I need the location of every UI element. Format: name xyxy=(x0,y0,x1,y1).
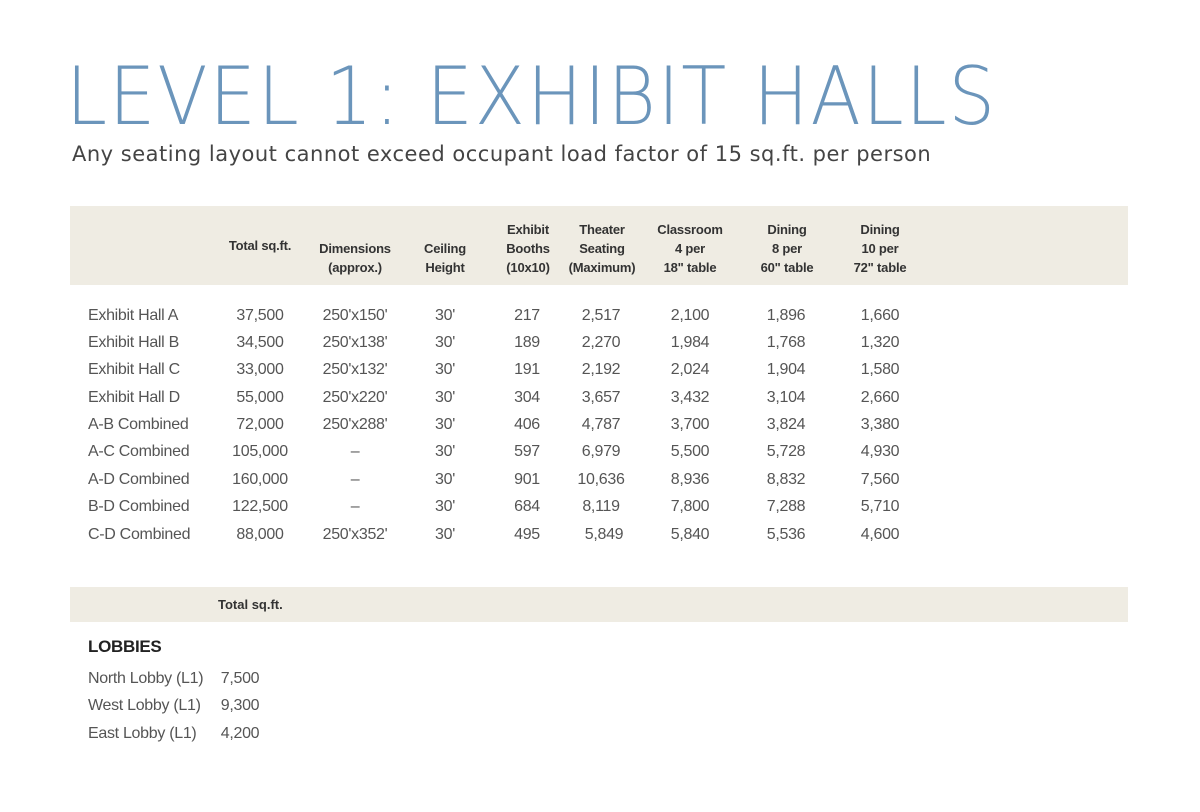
cell-dining-8: 3,824 xyxy=(766,416,806,433)
table-row xyxy=(0,302,1200,329)
cell-total-sqft: 122,500 xyxy=(232,498,288,515)
cell-dimensions: – xyxy=(350,498,360,515)
cell-dimensions: 250'x352' xyxy=(322,526,388,543)
col-header-total-sqft: Total sq.ft. xyxy=(218,597,283,612)
cell-ceiling-height: 30' xyxy=(435,471,455,488)
table-row xyxy=(0,466,1200,493)
cell-classroom: 8,936 xyxy=(670,471,710,488)
row-label: A-D Combined xyxy=(88,471,190,488)
row-label: West Lobby (L1) xyxy=(88,697,201,714)
cell-total-sqft: 9,300 xyxy=(220,697,260,714)
page-subtitle: Any seating layout cannot exceed occupant load factor of 15 sq.ft. per person xyxy=(72,142,932,166)
cell-exhibit-booths: 304 xyxy=(514,389,540,406)
cell-dining-8: 5,728 xyxy=(766,443,806,460)
row-label: North Lobby (L1) xyxy=(88,670,204,687)
section-title-lobbies: LOBBIES xyxy=(88,637,162,656)
table-row xyxy=(0,356,1200,383)
table-row xyxy=(0,411,1200,438)
cell-dining-10: 3,380 xyxy=(860,416,900,433)
row-label: Exhibit Hall B xyxy=(88,334,179,351)
cell-classroom: 2,100 xyxy=(670,307,710,324)
cell-theater-seating: 2,270 xyxy=(581,334,621,351)
row-label: Exhibit Hall C xyxy=(88,361,180,378)
cell-classroom: 5,500 xyxy=(670,443,710,460)
cell-classroom: 5,840 xyxy=(670,526,710,543)
cell-total-sqft: 7,500 xyxy=(220,670,260,687)
cell-classroom: 3,700 xyxy=(670,416,710,433)
table-row xyxy=(0,692,1200,719)
col-header-dimensions: Dimensions (approx.) xyxy=(319,241,391,275)
cell-dining-8: 8,832 xyxy=(766,471,806,488)
cell-exhibit-booths: 597 xyxy=(514,443,540,460)
row-label: A-B Combined xyxy=(88,416,189,433)
cell-ceiling-height: 30' xyxy=(435,443,455,460)
cell-ceiling-height: 30' xyxy=(435,307,455,324)
cell-theater-seating: 2,192 xyxy=(581,361,621,378)
cell-ceiling-height: 30' xyxy=(435,416,455,433)
col-header-exhibit-booths: Exhibit Booths (10x10) xyxy=(506,222,550,275)
cell-theater-seating: 10,636 xyxy=(577,471,625,488)
cell-ceiling-height: 30' xyxy=(435,361,455,378)
cell-dimensions: 250'x150' xyxy=(322,307,388,324)
row-label: B-D Combined xyxy=(88,498,190,515)
cell-dining-10: 4,600 xyxy=(860,526,900,543)
cell-dimensions: – xyxy=(350,471,360,488)
cell-exhibit-booths: 684 xyxy=(514,498,540,515)
table-row xyxy=(0,438,1200,465)
cell-dimensions: 250'x132' xyxy=(322,361,388,378)
cell-ceiling-height: 30' xyxy=(435,526,455,543)
cell-total-sqft: 72,000 xyxy=(236,416,284,433)
page-title: LEVEL 1: EXHIBIT HALLS xyxy=(66,50,997,143)
cell-dining-10: 5,710 xyxy=(860,498,900,515)
cell-dining-8: 1,904 xyxy=(766,361,806,378)
cell-theater-seating: 8,119 xyxy=(582,498,620,515)
col-header-total-sqft: Total sq.ft. xyxy=(228,238,292,253)
row-label: A-C Combined xyxy=(88,443,190,460)
cell-dining-10: 4,930 xyxy=(860,443,900,460)
cell-total-sqft: 160,000 xyxy=(232,471,288,488)
col-header-theater-seating: Theater Seating (Maximum) xyxy=(568,222,636,275)
cell-total-sqft: 4,200 xyxy=(220,725,260,742)
row-label: Exhibit Hall A xyxy=(88,307,179,324)
cell-exhibit-booths: 495 xyxy=(514,526,540,543)
cell-theater-seating: 2,517 xyxy=(581,307,621,324)
cell-dining-8: 5,536 xyxy=(766,526,806,543)
cell-classroom: 7,800 xyxy=(670,498,710,515)
cell-dining-8: 1,896 xyxy=(766,307,806,324)
row-label: Exhibit Hall D xyxy=(88,389,180,406)
table-row xyxy=(0,665,1200,692)
col-header-dining-10: Dining 10 per 72" table xyxy=(853,222,907,275)
cell-theater-seating: 3,657 xyxy=(581,389,621,406)
table-row xyxy=(0,720,1200,747)
cell-dimensions: 250'x288' xyxy=(322,416,388,433)
cell-total-sqft: 34,500 xyxy=(236,334,284,351)
cell-exhibit-booths: 189 xyxy=(514,334,540,351)
cell-theater-seating: 4,787 xyxy=(581,416,621,433)
cell-exhibit-booths: 406 xyxy=(514,416,540,433)
cell-dining-8: 7,288 xyxy=(766,498,806,515)
cell-theater-seating: 5,849 xyxy=(584,526,624,543)
cell-exhibit-booths: 901 xyxy=(514,471,540,488)
cell-exhibit-booths: 191 xyxy=(514,361,540,378)
cell-ceiling-height: 30' xyxy=(435,389,455,406)
cell-dining-10: 1,580 xyxy=(860,361,900,378)
cell-dining-10: 2,660 xyxy=(860,389,900,406)
table-row xyxy=(0,493,1200,520)
cell-classroom: 1,984 xyxy=(670,334,710,351)
cell-dimensions: 250'x138' xyxy=(322,334,388,351)
cell-dining-10: 7,560 xyxy=(860,471,900,488)
cell-classroom: 2,024 xyxy=(670,361,710,378)
cell-dining-10: 1,660 xyxy=(860,307,900,324)
cell-total-sqft: 33,000 xyxy=(236,361,284,378)
lobbies-table-header xyxy=(70,587,1128,622)
cell-ceiling-height: 30' xyxy=(435,334,455,351)
cell-ceiling-height: 30' xyxy=(435,498,455,515)
cell-total-sqft: 88,000 xyxy=(236,526,284,543)
row-label: East Lobby (L1) xyxy=(88,725,197,742)
cell-dimensions: – xyxy=(350,443,360,460)
cell-theater-seating: 6,979 xyxy=(581,443,621,460)
col-header-dining-8: Dining 8 per 60" table xyxy=(760,222,814,275)
cell-dimensions: 250'x220' xyxy=(322,389,388,406)
col-header-classroom: Classroom 4 per 18" table xyxy=(657,222,723,275)
cell-total-sqft: 105,000 xyxy=(232,443,288,460)
cell-exhibit-booths: 217 xyxy=(514,307,540,324)
cell-classroom: 3,432 xyxy=(670,389,710,406)
cell-total-sqft: 37,500 xyxy=(236,307,284,324)
halls-table-header xyxy=(70,206,1128,285)
cell-dining-10: 1,320 xyxy=(860,334,900,351)
cell-dining-8: 3,104 xyxy=(766,389,806,406)
table-row xyxy=(0,329,1200,356)
table-row xyxy=(0,384,1200,411)
cell-total-sqft: 55,000 xyxy=(236,389,284,406)
col-header-ceiling-height: Ceiling Height xyxy=(424,241,466,275)
row-label: C-D Combined xyxy=(88,526,191,543)
cell-dining-8: 1,768 xyxy=(766,334,806,351)
table-row xyxy=(0,521,1200,548)
